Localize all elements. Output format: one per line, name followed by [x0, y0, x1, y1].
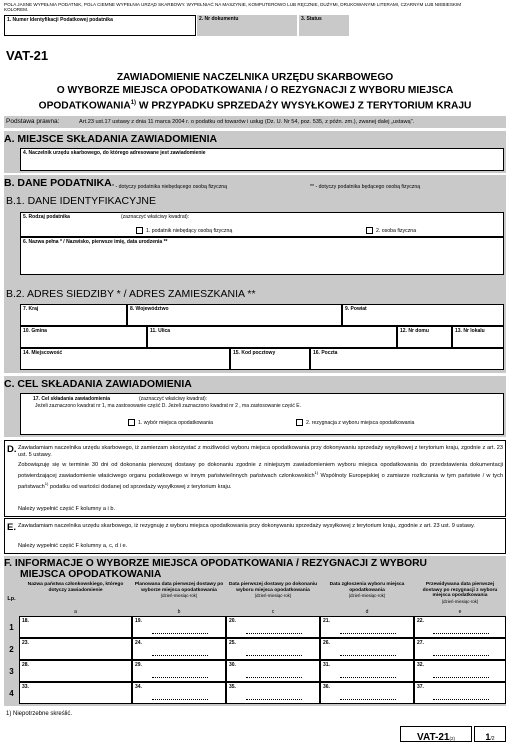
- f-col-title-e: Przewidywana data pierwszej dostawy po rezygnacji z wyboru miejsca opodatkowania: [422, 582, 498, 599]
- f-cell-label: 21.: [323, 618, 330, 624]
- footnote: 1) Niepotrzebne skreślić.: [6, 711, 73, 717]
- postal-code-field[interactable]: [230, 348, 310, 370]
- section-f-table: [4, 581, 506, 706]
- full-name-label: 6. Nazwa pełna * / Nazwisko, pierwsze imię, data urodzenia **: [23, 239, 168, 245]
- f-cell-label: 35.: [229, 684, 236, 690]
- f-row-lp: 1: [9, 622, 14, 632]
- footer-form-code-box: [400, 726, 472, 742]
- nip-field[interactable]: [4, 15, 196, 36]
- status-label: 3. Status: [301, 16, 322, 22]
- f-cell-label: 34.: [135, 684, 142, 690]
- date-placeholder-line: [433, 631, 488, 634]
- section-f-title-1: F. INFORMACJE O WYBORZE MIEJSCA OPODATKOWANIA / REZYGNACJI Z WYBORU: [4, 558, 427, 569]
- page-title: [0, 71, 510, 112]
- f-cell-b[interactable]: [132, 682, 226, 704]
- f-col-letter-b: b: [177, 609, 181, 615]
- section-e: [4, 518, 506, 554]
- col-lp-header: Lp.: [7, 595, 16, 602]
- office-field[interactable]: [20, 148, 504, 171]
- house-no-label: 12. Nr domu: [400, 328, 429, 334]
- f-cell-label: 25.: [229, 640, 236, 646]
- f-col-title-d: Data zgłoszenia wyboru miejsca opodatkowania: [329, 582, 405, 593]
- f-cell-e[interactable]: [414, 682, 506, 704]
- f-cell-label: 27.: [417, 640, 424, 646]
- option-choice-label: 1. wybór miejsca opodatkowania: [138, 419, 213, 426]
- f-cell-label: 22.: [417, 618, 424, 624]
- date-placeholder-line: [340, 697, 396, 700]
- taxpayer-type-label: 5. Rodzaj podatnika: [23, 214, 70, 220]
- date-placeholder-line: [433, 675, 488, 678]
- footer-pages: /2: [490, 736, 495, 742]
- f-cell-label: 23.: [22, 640, 29, 646]
- section-d-p2c: podatku od wartości dodanej od sprzedaży wysyłkowej z terytorium kraju.: [49, 484, 232, 491]
- f-cell-a[interactable]: [19, 616, 132, 638]
- post-office-field[interactable]: [310, 348, 504, 370]
- taxpayer-type-hint: (zaznaczyć właściwy kwadrat):: [121, 214, 190, 220]
- option-resignation[interactable]: [296, 419, 414, 426]
- section-c-title: C. CEL SKŁADANIA ZAWIADOMIENIA: [4, 378, 192, 390]
- checkbox-legal-person[interactable]: [136, 227, 143, 234]
- f-col-sub-e: (dzień-miesiąc-rok): [441, 598, 479, 604]
- footer-page: 1: [485, 732, 491, 742]
- purpose-field: [20, 393, 504, 435]
- title-line-3b: W PRZYPADKU SPRZEDAŻY WYSYŁKOWEJ Z TERYTORIUM KRAJU: [138, 100, 472, 112]
- f-cell-label: 20.: [229, 618, 236, 624]
- taxpayer-type-field: [20, 212, 504, 237]
- title-footnote-mark: 1): [130, 100, 137, 106]
- f-col-letter-a: a: [74, 609, 77, 615]
- header-note: POLA JASNE WYPEŁNIA PODATNIK, POLA CIEMNE WYPEŁNIA URZĄD SKARBOWY. WYPEŁNIAĆ NA MASZYNIE, KOMPUTEROWO LUB RĘCZNIE, DUŻYMI, DRUKOWANYMI LITERAMI, CZARNYM LUB NIEBIESKIM KOLOREM.: [4, 2, 462, 13]
- f-cell-b[interactable]: [132, 638, 226, 660]
- section-e-p2: Należy wypełnić część F kolumny a, c, d i e.: [18, 543, 128, 549]
- f-cell-a[interactable]: [19, 660, 132, 682]
- f-col-header-a: [19, 581, 132, 609]
- section-b1-title: B.1. DANE IDENTYFIKACYJNE: [6, 195, 156, 207]
- section-d: [4, 440, 506, 517]
- date-placeholder-line: [152, 697, 208, 700]
- apartment-no-label: 13. Nr lokalu: [455, 328, 485, 334]
- section-f-title-2: MIEJSCA OPODATKOWANIA: [20, 569, 162, 580]
- f-cell-label: 37.: [417, 684, 424, 690]
- f-cell-label: 32.: [417, 662, 424, 668]
- section-d-p3: Należy wypełnić część F kolumny a i b.: [18, 506, 115, 512]
- commune-label: 10. Gmina: [23, 328, 47, 334]
- section-d-p2b: Wspólnoty Europejskiej o zamiarze rozliczania w tym państwie / w tych państwach: [18, 473, 503, 491]
- f-col-title-b: Planowana data pierwszej dostawy po wyborze miejsca opodatkowania: [134, 582, 224, 593]
- f-cell-e[interactable]: [414, 638, 506, 660]
- section-f-title: [4, 558, 506, 580]
- form-code: VAT-21: [6, 48, 49, 63]
- f-cell-d[interactable]: [320, 660, 414, 682]
- date-placeholder-line: [433, 653, 488, 656]
- section-d-letter: D.: [7, 444, 17, 455]
- f-cell-d[interactable]: [320, 616, 414, 638]
- f-col-header-e: [414, 581, 506, 609]
- voivodeship-field[interactable]: [127, 304, 342, 326]
- section-d-p1: Zawiadamiam naczelnika urzędu skarbowego, iż zamierzam skorzystać z możliwości wyboru miejsca opodatkowania przy dokonywaniu sprzedaży wysyłkowej z terytorium kraju, zgodnie z art. 23 ust. 5 ustawy.: [18, 445, 503, 459]
- date-placeholder-line: [246, 631, 302, 634]
- voivodeship-label: 8. Województwo: [130, 306, 169, 312]
- f-cell-label: 30.: [229, 662, 236, 668]
- date-placeholder-line: [340, 675, 396, 678]
- f-cell-label: 31.: [323, 662, 330, 668]
- full-name-field[interactable]: [20, 237, 504, 275]
- locality-field[interactable]: [20, 348, 230, 370]
- f-row-lp: 2: [9, 644, 14, 654]
- section-d-p2: [18, 462, 503, 492]
- f-col-header-b: [132, 581, 226, 609]
- purpose-hint: (zaznaczyć właściwy kwadrat):: [139, 396, 208, 402]
- f-cell-b[interactable]: [132, 660, 226, 682]
- note-natural-person: ** - dotyczy podatnika będącego osobą fizyczną: [310, 184, 421, 190]
- f-col-letter-e: e: [458, 609, 462, 615]
- country-field[interactable]: [20, 304, 127, 326]
- date-placeholder-line: [340, 653, 396, 656]
- title-line-3: [0, 97, 510, 112]
- office-label: 4. Naczelnik urzędu skarbowego, do którego adresowane jest zawiadomienie: [23, 150, 206, 156]
- f-col-header-d: [320, 581, 414, 609]
- country-label: 7. Kraj: [23, 306, 39, 312]
- option-resignation-label: 2. rezygnacja z wyboru miejsca opodatkowania: [306, 419, 415, 426]
- f-row-lp: 4: [9, 688, 14, 698]
- f-col-header-c: [226, 581, 320, 609]
- commune-field[interactable]: [20, 326, 147, 348]
- date-placeholder-line: [152, 631, 208, 634]
- f-col-letter-d: d: [365, 609, 369, 615]
- option-natural-person[interactable]: [366, 227, 416, 234]
- f-cell-c[interactable]: [226, 682, 320, 704]
- f-cell-d[interactable]: [320, 638, 414, 660]
- doc-no-field: [197, 15, 297, 36]
- section-e-p1: Zawiadamiam naczelnika urzędu skarbowego, iż rezygnuję z wyboru miejsca opodatkowania przy dokonywaniu sprzedaży wysyłkowej z terytorium kraju, zgodnie z art. 23 ust. 9 ustawy.: [18, 523, 475, 529]
- f-cell-label: 26.: [323, 640, 330, 646]
- date-placeholder-line: [152, 675, 208, 678]
- f-cell-a[interactable]: [19, 682, 132, 704]
- postal-code-label: 15. Kod pocztowy: [233, 350, 276, 356]
- f-col-letter-c: c: [271, 609, 275, 615]
- f-cell-label: 24.: [135, 640, 142, 646]
- f-cell-label: 33.: [22, 684, 29, 690]
- house-no-field[interactable]: [397, 326, 452, 348]
- nip-label: 1. Numer Identyfikacji Podatkowej podatnika: [7, 17, 113, 23]
- f-cell-e[interactable]: [414, 660, 506, 682]
- option-legal-person-label: 1. podatnik niebędący osobą fizyczną: [146, 227, 233, 234]
- f-col-sub-c: (dzień-miesiąc-rok): [254, 593, 292, 599]
- purpose-note: Jeżeli zaznaczono kwadrat nr 1, ma zastosowanie część D. Jeżeli zaznaczono kwadrat nr 2 , ma zastosowanie część E.: [35, 403, 301, 409]
- footer-page-box: [474, 726, 506, 742]
- status-field: [299, 15, 349, 36]
- f-cell-c[interactable]: [226, 638, 320, 660]
- purpose-label: 17. Cel składania zawiadomienia: [33, 396, 110, 402]
- f-cell-c[interactable]: [226, 616, 320, 638]
- checkbox-resignation[interactable]: [296, 419, 303, 426]
- street-field[interactable]: [147, 326, 397, 348]
- title-line-3a: OPODATKOWANIA: [38, 100, 131, 112]
- title-line-2: O WYBORZE MIEJSCA OPODATKOWANIA / O REZYGNACJI Z WYBORU MIEJSCA: [56, 85, 454, 96]
- title-line-1: ZAWIADOMIENIE NACZELNIKA URZĘDU SKARBOWEGO: [116, 72, 394, 83]
- checkbox-natural-person[interactable]: [366, 227, 373, 234]
- f-col-title-c: Data pierwszej dostawy po dokonaniu wyboru miejsca opodatkowania: [228, 582, 318, 593]
- f-cell-d[interactable]: [320, 682, 414, 704]
- f-cell-e[interactable]: [414, 616, 506, 638]
- section-b2-title: B.2. ADRES SIEDZIBY * / ADRES ZAMIESZKANIA **: [6, 288, 256, 300]
- street-label: 11. Ulica: [150, 328, 171, 334]
- section-d-sup1: 1): [314, 470, 319, 476]
- section-b-title: B. DANE PODATNIKA: [4, 177, 112, 189]
- apartment-no-field[interactable]: [452, 326, 504, 348]
- f-col-sub-b: (dzień-miesiąc-rok): [160, 593, 198, 599]
- county-label: 9. Powiat: [345, 306, 367, 312]
- section-d-sup2: 1): [44, 481, 49, 487]
- legal-label: Podstawa prawna:: [6, 118, 60, 125]
- section-e-letter: E.: [7, 522, 16, 533]
- date-placeholder-line: [340, 631, 396, 634]
- f-col-title-a: Nazwa państwa członkowskiego, którego dotyczy zawiadomienie: [27, 582, 124, 593]
- f-cell-a[interactable]: [19, 638, 132, 660]
- locality-label: 14. Miejscowość: [23, 350, 63, 356]
- f-cell-label: 29.: [135, 662, 142, 668]
- f-col-sub-d: (dzień-miesiąc-rok): [348, 593, 386, 599]
- post-office-label: 16. Poczta: [313, 350, 338, 356]
- date-placeholder-line: [246, 653, 302, 656]
- section-a-title: A. MIEJSCE SKŁADANIA ZAWIADOMIENIA: [4, 133, 218, 145]
- footer-form-version: (2): [449, 736, 455, 741]
- option-natural-person-label: 2. osoba fizyczna: [376, 227, 417, 234]
- checkbox-choice[interactable]: [128, 419, 135, 426]
- f-cell-label: 19.: [135, 618, 142, 624]
- date-placeholder-line: [246, 697, 302, 700]
- doc-no-label: 2. Nr dokumentu: [199, 16, 239, 22]
- f-row-lp: 3: [9, 666, 14, 676]
- option-legal-person[interactable]: [136, 227, 232, 234]
- f-cell-label: 28.: [22, 662, 29, 668]
- legal-basis: [4, 116, 506, 128]
- legal-text: Art.23 ust.17 ustawy z dnia 11 marca 2004 r. o podatku od towarów i usług (Dz. U. Nr 54, poz. 535, z późn. zm.), zwanej dalej „ustawą".: [79, 118, 415, 125]
- f-cell-b[interactable]: [132, 616, 226, 638]
- f-cell-label: 18.: [22, 618, 29, 624]
- option-choice[interactable]: [128, 419, 213, 426]
- date-placeholder-line: [433, 697, 488, 700]
- date-placeholder-line: [246, 675, 302, 678]
- date-placeholder-line: [152, 653, 208, 656]
- f-cell-c[interactable]: [226, 660, 320, 682]
- note-legal-person: * - dotyczy podatnika niebędącego osobą fizyczną: [112, 184, 228, 190]
- footer-form-code: VAT-21: [417, 732, 450, 743]
- f-cell-label: 36.: [323, 684, 330, 690]
- county-field[interactable]: [342, 304, 504, 326]
- section-d-p2a: Zobowiązuję się w terminie 30 dni od dokonania pierwszej dostawy po dokonaniu zgodnie z niniejszym zawiadomieniem wyboru miejsca opodatkowania do przedstawienia dokumentacji potwierdzającej zawiadomienie właściwego organu podatkowego w innym państwie/innych państwach członkowskich: [18, 462, 503, 480]
